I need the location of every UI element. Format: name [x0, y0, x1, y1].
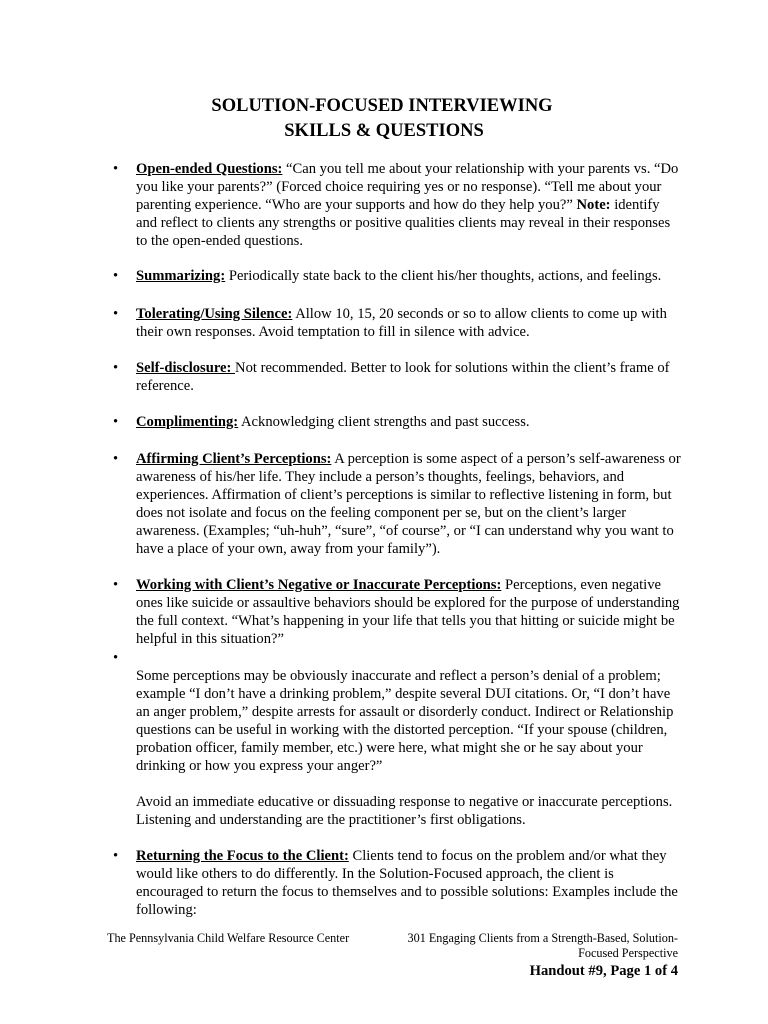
item-text: A perception is some aspect of a person’s self-awareness or awareness of his/her life. They include a person’s thoughts, feelings, behaviors, and experiences. Affirmation of client’s perceptions is similar to reflective listening in form, but does not isolate and focus on the feeling component per se, but on the client’s larger awareness. (Examples; “uh-huh”, “sure”, “of course”, or “I can understand why you want to have a place of your own, away from your family”). [136, 451, 681, 558]
bullet-icon: • [113, 451, 119, 467]
list-item-negative-perceptions [113, 576, 684, 648]
note-text: identify and reflect to clients any strengths or positive qualities clients may reveal in their responses to the open-ended questions. [136, 197, 671, 250]
item-term: Open-ended Questions: [136, 161, 283, 177]
item-term: Returning the Focus to the Client: [136, 848, 349, 864]
item-term: Summarizing: [136, 268, 226, 284]
item-term: Affirming Client’s Perceptions: [136, 451, 332, 467]
page-title: SOLUTION-FOCUSED INTERVIEWING [211, 96, 553, 116]
item-text: “Can you tell me about your relationship with your parents vs. “Do you like your parents?” (Forced choice requiring yes or no response). “Tell me about your parenting experience. “Who are your supports and how do they help you?” [136, 161, 679, 214]
item-term: Self-disclosure: [136, 360, 236, 376]
footer-handout-page: Handout #9, Page 1 of 4 [529, 963, 678, 979]
list-item-affirming [113, 450, 684, 559]
paragraph-inaccurate: Some perceptions may be obviously inaccurate and reflect a person’s denial of a problem; example “I don’t have a drinking problem,” despite several DUI citations. Or, “I don’t have an anger problem,” despite arrests for assault or disorderly conduct. Indirect or Relationship questions can be useful in working with the distorted perception. “If your spouse (children, probation officer, family member, etc.) were here, what might she or he say about your drinking or how you express your anger?” [136, 668, 674, 775]
list-item-complimenting [113, 413, 684, 431]
bullet-icon: • [113, 268, 119, 284]
bullet-icon: • [113, 577, 119, 593]
footer-organization: The Pennsylvania Child Welfare Resource Center [107, 931, 350, 945]
item-text: Acknowledging client strengths and past success. [238, 414, 530, 430]
bullet-icon: • [113, 161, 119, 177]
list-item-open-ended [113, 160, 684, 250]
footer-course: 301 Engaging Clients from a Strength-Based, Solution-Focused Perspective [407, 931, 678, 960]
item-text: Periodically state back to the client his/her thoughts, actions, and feelings. [225, 268, 662, 284]
bullet-icon: • [113, 360, 119, 376]
bullet-icon: • [113, 414, 119, 430]
item-text: Not recommended. Better to look for solutions within the client’s frame of reference. [136, 360, 670, 395]
bullet-icon: • [113, 848, 119, 864]
paragraph-avoid: Avoid an immediate educative or dissuading response to negative or inaccurate perceptions. Listening and understanding are the practitioner’s first obligations. [136, 794, 673, 829]
page-subtitle: SKILLS & QUESTIONS [284, 121, 484, 141]
list-item-self-disclosure [113, 359, 684, 395]
list-item-returning-focus [113, 847, 684, 919]
item-term: Tolerating/Using Silence: [136, 306, 293, 322]
item-text: Perceptions, even negative ones like suicide or assaultive behaviors should be explored for the purpose of understanding the full context. “What’s happening in your life that tells you that hitting or suicide might be helpful in this situation?” [136, 577, 680, 648]
item-text: Clients tend to focus on the problem and/or what they would like others to do differently. In the Solution-Focused approach, the client is encouraged to return the focus to themselves and to possible solutions: Examples include the following: [136, 848, 678, 919]
bullet-icon: • [113, 306, 119, 322]
item-term: Working with Client’s Negative or Inaccurate Perceptions: [136, 577, 502, 593]
note-label: Note: [576, 197, 611, 214]
list-item-summarizing [113, 267, 684, 285]
item-term: Complimenting: [136, 414, 239, 430]
item-text: Allow 10, 15, 20 seconds or so to allow clients to come up with their own responses. Avoid temptation to fill in silence with advice. [136, 306, 667, 341]
bullet-icon: • [113, 650, 119, 666]
list-item-silence [113, 305, 684, 341]
